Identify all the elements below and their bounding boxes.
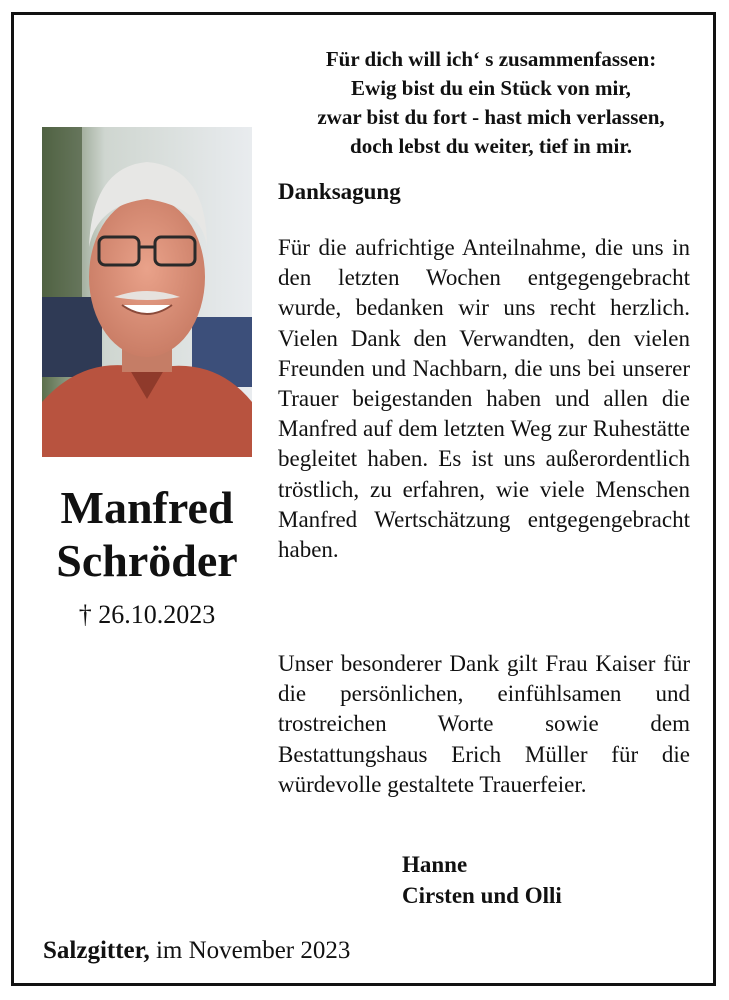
poem-line: Ewig bist du ein Stück von mir, bbox=[351, 76, 631, 100]
heading: Danksagung bbox=[278, 179, 401, 204]
deceased-name bbox=[14, 481, 280, 587]
place: Salzgitter, bbox=[43, 937, 150, 964]
thanks-paragraph-2: Unser besonderer Dank gilt Frau Kaiser für die persönlichen, einfühlsamen und trostreichen Worte sowie dem Bestattungshaus Erich Müller für die würdevolle gestaltete Trauerfeier. bbox=[278, 651, 690, 797]
signature bbox=[402, 849, 562, 911]
death-date: † 26.10.2023 bbox=[78, 600, 216, 629]
poem-line: Für dich will ich‘ s zusammenfassen: bbox=[325, 47, 657, 71]
poem-line: doch lebst du weiter, tief in mir. bbox=[350, 134, 632, 158]
signature-line: Cirsten und Olli bbox=[402, 883, 562, 908]
place-date bbox=[43, 937, 350, 965]
portrait-photo bbox=[42, 127, 252, 457]
obituary-frame bbox=[11, 12, 716, 986]
date: im November 2023 bbox=[155, 937, 351, 964]
thanks-paragraph-1: Für die aufrichtige Anteilnahme, die uns in den letzten Wochen entgegengebracht wurde, bedanken wir uns recht herzlich. Vielen Dank den Verwandten, den vielen Freunden und Nachbarn, die uns bei unserer Trauer beigestanden haben und allen die Manfred auf dem letzten Weg zur Ruhestätte begleitet haben. Es ist uns außerordentlich tröstlich, zu erfahren, wie viele Menschen Manfred Wertschätzung entgegengebracht haben. bbox=[278, 235, 690, 563]
poem-line: zwar bist du fort - hast mich verlassen, bbox=[317, 105, 665, 129]
poem bbox=[276, 45, 706, 161]
first-name: Manfred bbox=[60, 482, 234, 533]
last-name: Schröder bbox=[56, 535, 238, 586]
signature-line: Hanne bbox=[402, 852, 468, 877]
